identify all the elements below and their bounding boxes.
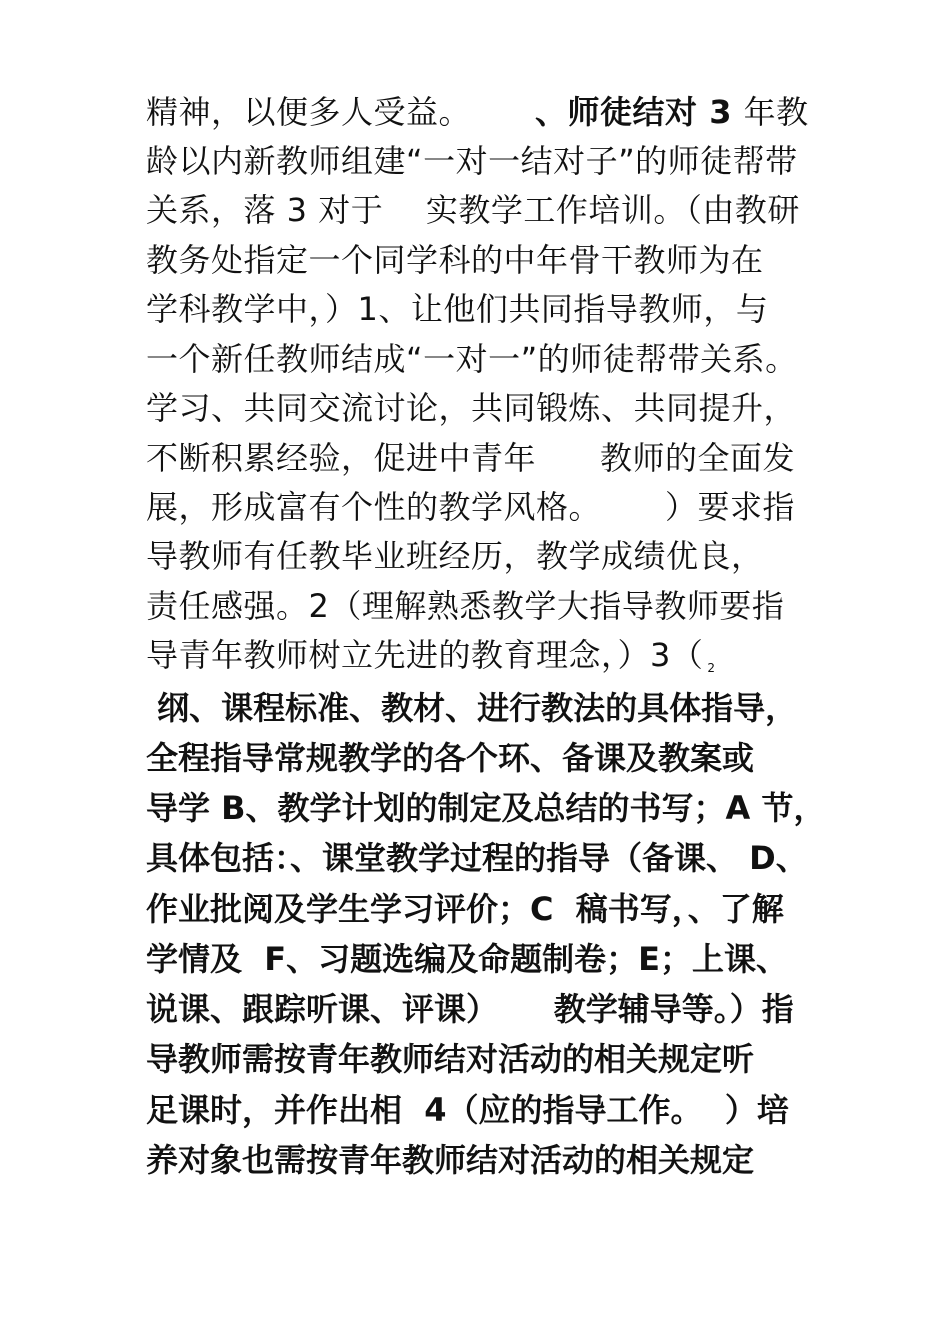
text-line-18: 学情及 F、习题选编及命题制卷；E；上课、: [146, 940, 789, 978]
text-line-9: 展，形成富有个性的教学风格。 ）要求指: [146, 488, 796, 526]
text-line-15: 导学 B、教学计划的制定及总结的书写；A 节，: [146, 789, 826, 827]
text-line-6: 一个新任教师结成“一对一”的师徒帮带关系。: [146, 340, 798, 378]
text-line-11: 责任感强。2（理解熟悉教学大指导教师要指: [146, 587, 785, 625]
text-line-13: 纲、课程标准、教材、进行教法的具体指导，: [146, 689, 798, 727]
text-line-14: 全程指导常规教学的各个环、备课及教案或: [146, 739, 755, 777]
text-line-4: 教务处指定一个同学科的中年骨干教师为在: [146, 241, 764, 279]
text-line-1-part-b: 、师徒结对 3: [535, 93, 744, 131]
text-line-22: 养对象也需按青年教师结对活动的相关规定: [146, 1141, 755, 1179]
text-line-12-text: 导青年教师树立先进的教育理念，）3（: [146, 636, 704, 674]
text-line-19: 说课、跟踪听课、评课） 教学辅导等。）指: [146, 990, 794, 1028]
text-line-3: 关系，落 3 对于 实教学工作培训。（由教研: [146, 191, 800, 229]
text-line-21: 足课时，并作出相 4（应的指导工作。 ）培: [146, 1091, 789, 1129]
subscript-number: 2: [707, 661, 716, 675]
text-line-1: [146, 88, 846, 136]
text-line-16: 具体包括：、课堂教学过程的指导（备课、 D、: [146, 839, 808, 877]
text-line-2: 龄以内新教师组建“一对一结对子”的师徒帮带: [146, 142, 798, 180]
text-line-10: 导教师有任教毕业班经历，教学成绩优良，: [146, 537, 764, 575]
text-line-20: 导教师需按青年教师结对活动的相关规定听: [146, 1040, 755, 1078]
text-line-17: 作业批阅及学生学习评价；C 稿书写，、了解: [146, 890, 784, 928]
text-line-8: 不断积累经验，促进中青年 教师的全面发: [146, 439, 796, 477]
text-line-1-part-c: 年教: [743, 93, 809, 131]
text-line-12: [146, 631, 846, 692]
text-line-1-part-a: 精神，以便多人受益。: [146, 93, 536, 131]
text-line-7: 学习、共同交流讨论，共同锻炼、共同提升，: [146, 389, 797, 427]
text-line-5: 学科教学中，）1、让他们共同指导教师，与: [146, 290, 769, 328]
